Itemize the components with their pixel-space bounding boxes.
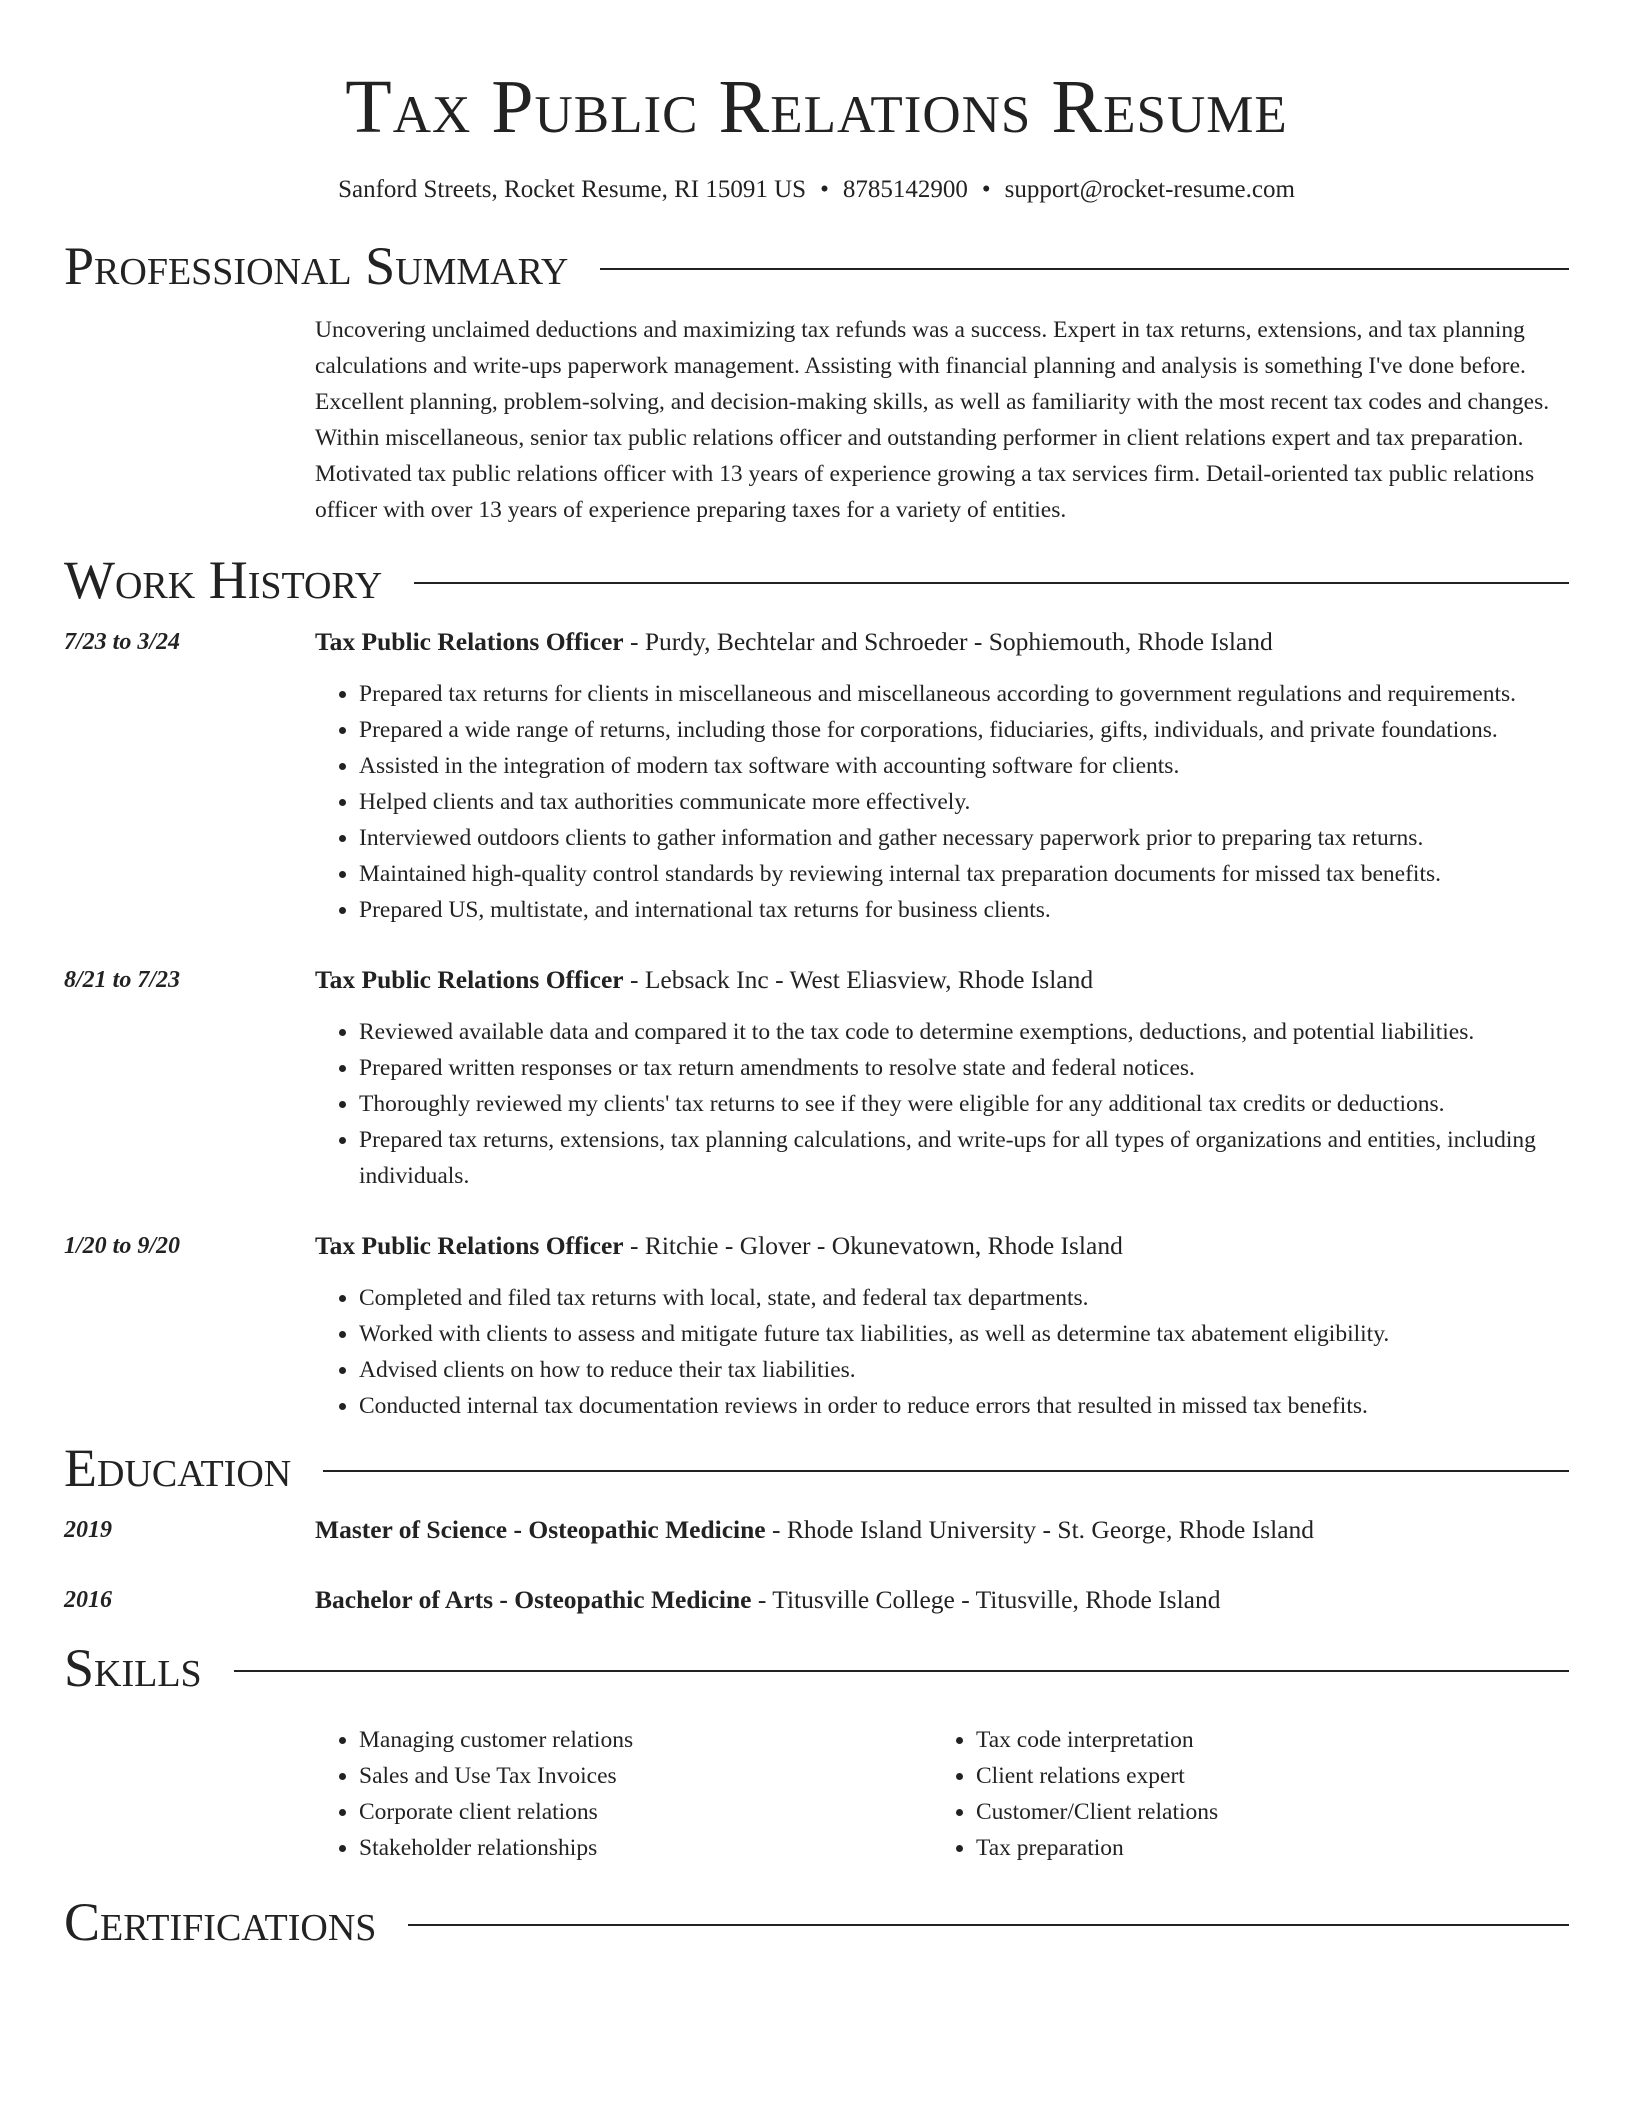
list-item: • Client relations expert: [976, 1758, 1549, 1794]
list-item: • Customer/Client relations: [976, 1794, 1549, 1830]
job-title: Tax Public Relations Officer: [315, 1231, 624, 1260]
list-item: • Interviewed outdoors clients to gather information and gather necessary paperwork prior to preparing tax returns.: [359, 820, 1569, 856]
list-item: • Tax preparation: [976, 1830, 1549, 1866]
job-body: [315, 1228, 1569, 1424]
list-item: • Assisted in the integration of modern tax software with accounting software for clients.: [359, 748, 1569, 784]
list-item: • Corporate client relations: [359, 1794, 932, 1830]
education-year: 2019: [64, 1517, 112, 1543]
education-body: [315, 1582, 1569, 1618]
list-item: • Advised clients on how to reduce their tax liabilities.: [359, 1352, 1569, 1388]
job-bullets: [315, 676, 1569, 928]
education-degree: Master of Science - Osteopathic Medicine: [315, 1515, 766, 1544]
list-item: • Sales and Use Tax Invoices: [359, 1758, 932, 1794]
education-header: [315, 1512, 1569, 1548]
summary-text: Uncovering unclaimed deductions and maximizing tax refunds was a success. Expert in tax returns, extensions, and tax planning calculations and write-ups paperwork management. Assisting with financial planning and analysis is something I've done before. Excellent planning, problem-solving, and decision-making skills, as well as familiarity with the most recent tax codes and changes. Within miscellaneous, senior tax public relations officer and outstanding performer in client relations expert and tax preparation. Motivated tax public relations officer with 13 years of experience growing a tax services firm. Detail-oriented tax public relations officer with over 13 years of experience preparing taxes for a variety of entities.: [315, 317, 1550, 523]
list-item: • Reviewed available data and compared it to the tax code to determine exemptions, deductions, and potential liabilities.: [359, 1014, 1569, 1050]
section-divider: [414, 582, 1569, 584]
contact-email: support@rocket-resume.com: [1004, 176, 1295, 203]
resume-page: [64, 0, 1569, 1952]
education-heading: Education: [64, 1438, 292, 1498]
job-title: Tax Public Relations Officer: [315, 627, 624, 656]
education-year: 2016: [64, 1587, 112, 1613]
job-header: [315, 624, 1569, 660]
work-history-heading: Work History: [64, 550, 383, 610]
education-section-header: [64, 1438, 1569, 1498]
list-item: • Prepared tax returns, extensions, tax planning calculations, and write-ups for all types of organizations and entities, including individuals.: [359, 1122, 1569, 1194]
list-item: • Prepared tax returns for clients in miscellaneous and miscellaneous according to government regulations and requirements.: [359, 676, 1569, 712]
work-history-section-header: [64, 550, 1569, 610]
certifications-section-header: [64, 1892, 1569, 1952]
job-details: - Purdy, Bechtelar and Schroeder - Sophiemouth, Rhode Island: [623, 627, 1273, 656]
skills-section: [64, 1638, 1569, 1866]
education-section: [64, 1438, 1569, 1618]
list-item: • Worked with clients to assess and mitigate future tax liabilities, as well as determine tax abatement eligibility.: [359, 1316, 1569, 1352]
list-item: • Thoroughly reviewed my clients' tax returns to see if they were eligible for any additional tax credits or deductions.: [359, 1086, 1569, 1122]
summary-heading: Professional Summary: [64, 236, 569, 296]
education-entry: [64, 1582, 1569, 1618]
job-body: [315, 962, 1569, 1194]
contact-line: [64, 174, 1569, 206]
education-degree: Bachelor of Arts - Osteopathic Medicine: [315, 1585, 752, 1614]
list-item: • Managing customer relations: [359, 1722, 932, 1758]
job-header: [315, 962, 1569, 998]
job-dates: 7/23 to 3/24: [64, 629, 181, 655]
list-item: • Prepared written responses or tax return amendments to resolve state and federal notices.: [359, 1050, 1569, 1086]
job-entry: [64, 624, 1569, 928]
list-item: • Maintained high-quality control standards by reviewing internal tax preparation documents for missed tax benefits.: [359, 856, 1569, 892]
job-header: [315, 1228, 1569, 1264]
job-details: - Lebsack Inc - West Eliasview, Rhode Island: [623, 965, 1094, 994]
skills-columns: [315, 1722, 1569, 1866]
list-item: • Helped clients and tax authorities communicate more effectively.: [359, 784, 1569, 820]
list-item: • Prepared a wide range of returns, including those for corporations, fiduciaries, gifts, individuals, and private foundations.: [359, 712, 1569, 748]
job-entry: [64, 962, 1569, 1194]
summary-section-header: [64, 236, 1569, 296]
work-history-section: [64, 550, 1569, 1424]
job-bullets: [315, 1014, 1569, 1194]
contact-separator: •: [820, 176, 829, 203]
education-body: [315, 1512, 1569, 1548]
contact-address: Sanford Streets, Rocket Resume, RI 15091 US: [338, 176, 807, 203]
list-item: • Prepared US, multistate, and international tax returns for business clients.: [359, 892, 1569, 928]
education-entry: [64, 1512, 1569, 1548]
skills-list-right: [932, 1722, 1549, 1866]
contact-separator: •: [981, 176, 991, 203]
job-title: Tax Public Relations Officer: [315, 965, 624, 994]
section-divider: [408, 1924, 1569, 1926]
list-item: • Completed and filed tax returns with local, state, and federal tax departments.: [359, 1280, 1569, 1316]
contact-phone: 8785142900: [842, 176, 968, 203]
job-body: [315, 624, 1569, 928]
education-details: - Titusville College - Titusville, Rhode Island: [751, 1585, 1221, 1614]
job-entry: [64, 1228, 1569, 1424]
education-details: - Rhode Island University - St. George, Rhode Island: [765, 1515, 1315, 1544]
list-item: • Stakeholder relationships: [359, 1830, 932, 1866]
list-item: • Conducted internal tax documentation reviews in order to reduce errors that resulted in missed tax benefits.: [359, 1388, 1569, 1424]
skills-section-header: [64, 1638, 1569, 1698]
summary-section: [64, 236, 1569, 528]
skills-list-left: [315, 1722, 932, 1866]
certifications-heading: Certifications: [64, 1892, 377, 1952]
job-dates: 8/21 to 7/23: [64, 967, 181, 993]
section-divider: [323, 1470, 1569, 1472]
skills-heading: Skills: [64, 1638, 202, 1698]
resume-title: Tax Public Relations Resume: [345, 65, 1288, 149]
job-details: - Ritchie - Glover - Okunevatown, Rhode Island: [623, 1231, 1123, 1260]
section-divider: [600, 268, 1569, 270]
job-dates: 1/20 to 9/20: [64, 1233, 181, 1259]
education-header: [315, 1582, 1569, 1618]
job-bullets: [315, 1280, 1569, 1424]
certifications-section: [64, 1892, 1569, 1952]
section-divider: [234, 1670, 1569, 1672]
list-item: • Tax code interpretation: [976, 1722, 1549, 1758]
